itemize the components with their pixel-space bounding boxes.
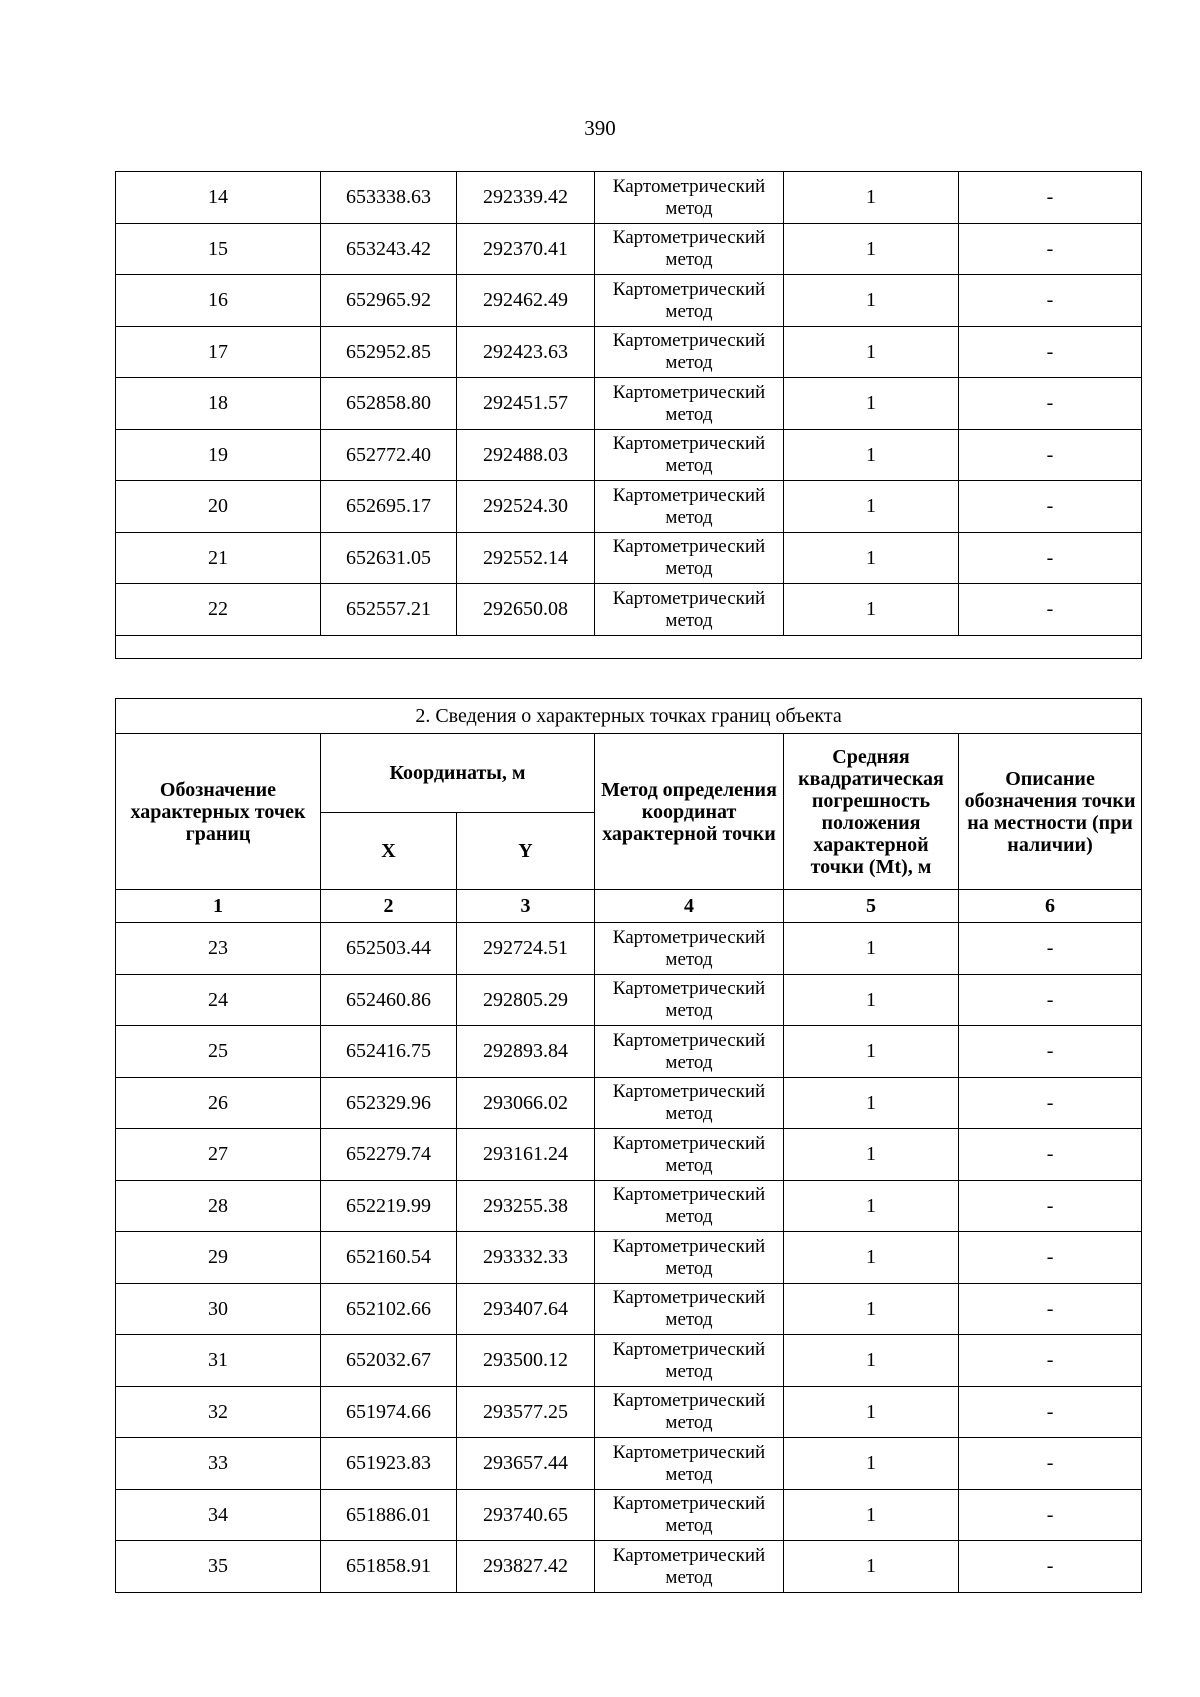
error-cell: 1 <box>784 172 959 224</box>
description-cell: - <box>959 378 1142 430</box>
point-id-cell: 27 <box>116 1129 321 1181</box>
header-coordinates: Координаты, м <box>321 734 595 813</box>
table-row <box>116 1232 1142 1284</box>
point-id-cell: 16 <box>116 275 321 327</box>
column-number: 6 <box>959 890 1142 923</box>
header-y: Y <box>457 813 595 890</box>
description-cell: - <box>959 481 1142 533</box>
error-cell: 1 <box>784 378 959 430</box>
description-cell: - <box>959 923 1142 975</box>
x-coordinate-cell: 652160.54 <box>321 1232 457 1284</box>
method-cell: Картометрический метод <box>595 532 784 584</box>
method-cell: Картометрический метод <box>595 1026 784 1078</box>
method-cell: Картометрический метод <box>595 223 784 275</box>
point-id-cell: 26 <box>116 1077 321 1129</box>
y-coordinate-cell: 293657.44 <box>457 1438 595 1490</box>
point-id-cell: 20 <box>116 481 321 533</box>
method-cell: Картометрический метод <box>595 429 784 481</box>
method-cell: Картометрический метод <box>595 481 784 533</box>
y-coordinate-cell: 293161.24 <box>457 1129 595 1181</box>
method-cell: Картометрический метод <box>595 923 784 975</box>
x-coordinate-cell: 652965.92 <box>321 275 457 327</box>
table-row <box>116 974 1142 1026</box>
point-id-cell: 15 <box>116 223 321 275</box>
x-coordinate-cell: 652460.86 <box>321 974 457 1026</box>
error-cell: 1 <box>784 532 959 584</box>
point-id-cell: 21 <box>116 532 321 584</box>
table-body <box>116 172 1142 659</box>
table-row <box>116 532 1142 584</box>
table-row <box>116 1489 1142 1541</box>
point-id-cell: 24 <box>116 974 321 1026</box>
y-coordinate-cell: 292423.63 <box>457 326 595 378</box>
header-row <box>116 734 1142 813</box>
method-cell: Картометрический метод <box>595 1541 784 1593</box>
error-cell: 1 <box>784 1129 959 1181</box>
x-coordinate-cell: 652631.05 <box>321 532 457 584</box>
error-cell: 1 <box>784 584 959 636</box>
point-id-cell: 14 <box>116 172 321 224</box>
y-coordinate-cell: 292805.29 <box>457 974 595 1026</box>
table-body <box>116 923 1142 1593</box>
y-coordinate-cell: 292370.41 <box>457 223 595 275</box>
error-cell: 1 <box>784 1077 959 1129</box>
header-point-designation: Обозначение характерных точек границ <box>116 734 321 890</box>
y-coordinate-cell: 293827.42 <box>457 1541 595 1593</box>
point-id-cell: 23 <box>116 923 321 975</box>
x-coordinate-cell: 653243.42 <box>321 223 457 275</box>
description-cell: - <box>959 429 1142 481</box>
column-number: 1 <box>116 890 321 923</box>
x-coordinate-cell: 652102.66 <box>321 1283 457 1335</box>
y-coordinate-cell: 292724.51 <box>457 923 595 975</box>
error-cell: 1 <box>784 1489 959 1541</box>
x-coordinate-cell: 651858.91 <box>321 1541 457 1593</box>
point-id-cell: 32 <box>116 1386 321 1438</box>
column-number-row <box>116 890 1142 923</box>
table-row <box>116 378 1142 430</box>
description-cell: - <box>959 1541 1142 1593</box>
y-coordinate-cell: 292524.30 <box>457 481 595 533</box>
description-cell: - <box>959 1438 1142 1490</box>
description-cell: - <box>959 584 1142 636</box>
method-cell: Картометрический метод <box>595 1283 784 1335</box>
error-cell: 1 <box>784 275 959 327</box>
column-number: 4 <box>595 890 784 923</box>
method-cell: Картометрический метод <box>595 1232 784 1284</box>
section-title-row <box>116 699 1142 734</box>
y-coordinate-cell: 292552.14 <box>457 532 595 584</box>
point-id-cell: 22 <box>116 584 321 636</box>
description-cell: - <box>959 1026 1142 1078</box>
error-cell: 1 <box>784 1180 959 1232</box>
table-row <box>116 172 1142 224</box>
column-number: 5 <box>784 890 959 923</box>
x-coordinate-cell: 652219.99 <box>321 1180 457 1232</box>
description-cell: - <box>959 1180 1142 1232</box>
section-title: 2. Сведения о характерных точках границ объекта <box>116 699 1142 734</box>
description-cell: - <box>959 1232 1142 1284</box>
point-id-cell: 31 <box>116 1335 321 1387</box>
x-coordinate-cell: 652858.80 <box>321 378 457 430</box>
y-coordinate-cell: 293407.64 <box>457 1283 595 1335</box>
method-cell: Картометрический метод <box>595 1489 784 1541</box>
description-cell: - <box>959 1077 1142 1129</box>
point-id-cell: 28 <box>116 1180 321 1232</box>
y-coordinate-cell: 293255.38 <box>457 1180 595 1232</box>
x-coordinate-cell: 652032.67 <box>321 1335 457 1387</box>
header-error: Средняя квадратическая погрешность положения характерной точки (Mt), м <box>784 734 959 890</box>
point-id-cell: 35 <box>116 1541 321 1593</box>
y-coordinate-cell: 292893.84 <box>457 1026 595 1078</box>
x-coordinate-cell: 651923.83 <box>321 1438 457 1490</box>
error-cell: 1 <box>784 1438 959 1490</box>
table-row <box>116 326 1142 378</box>
description-cell: - <box>959 1386 1142 1438</box>
point-id-cell: 17 <box>116 326 321 378</box>
description-cell: - <box>959 1283 1142 1335</box>
error-cell: 1 <box>784 326 959 378</box>
boundary-points-table <box>115 698 1142 1593</box>
description-cell: - <box>959 974 1142 1026</box>
x-coordinate-cell: 652279.74 <box>321 1129 457 1181</box>
table-row <box>116 1026 1142 1078</box>
x-coordinate-cell: 652329.96 <box>321 1077 457 1129</box>
error-cell: 1 <box>784 1232 959 1284</box>
table-row <box>116 1335 1142 1387</box>
y-coordinate-cell: 292488.03 <box>457 429 595 481</box>
table-row <box>116 223 1142 275</box>
method-cell: Картометрический метод <box>595 275 784 327</box>
x-coordinate-cell: 652772.40 <box>321 429 457 481</box>
x-coordinate-cell: 651974.66 <box>321 1386 457 1438</box>
method-cell: Картометрический метод <box>595 1180 784 1232</box>
description-cell: - <box>959 1335 1142 1387</box>
table-row <box>116 1129 1142 1181</box>
table-row <box>116 1541 1142 1593</box>
empty-cell <box>116 635 1142 658</box>
y-coordinate-cell: 292339.42 <box>457 172 595 224</box>
point-id-cell: 33 <box>116 1438 321 1490</box>
empty-row <box>116 635 1142 658</box>
y-coordinate-cell: 293066.02 <box>457 1077 595 1129</box>
table-row <box>116 1283 1142 1335</box>
table-row <box>116 429 1142 481</box>
x-coordinate-cell: 651886.01 <box>321 1489 457 1541</box>
table-row <box>116 481 1142 533</box>
x-coordinate-cell: 653338.63 <box>321 172 457 224</box>
y-coordinate-cell: 292462.49 <box>457 275 595 327</box>
method-cell: Картометрический метод <box>595 326 784 378</box>
method-cell: Картометрический метод <box>595 974 784 1026</box>
error-cell: 1 <box>784 974 959 1026</box>
table-row <box>116 1077 1142 1129</box>
error-cell: 1 <box>784 481 959 533</box>
description-cell: - <box>959 172 1142 224</box>
error-cell: 1 <box>784 1386 959 1438</box>
table-row <box>116 1180 1142 1232</box>
table-row <box>116 1386 1142 1438</box>
description-cell: - <box>959 1129 1142 1181</box>
x-coordinate-cell: 652557.21 <box>321 584 457 636</box>
point-id-cell: 30 <box>116 1283 321 1335</box>
point-id-cell: 34 <box>116 1489 321 1541</box>
x-coordinate-cell: 652695.17 <box>321 481 457 533</box>
header-x: X <box>321 813 457 890</box>
error-cell: 1 <box>784 429 959 481</box>
header-description: Описание обозначения точки на местности (при наличии) <box>959 734 1142 890</box>
point-id-cell: 19 <box>116 429 321 481</box>
x-coordinate-cell: 652503.44 <box>321 923 457 975</box>
method-cell: Картометрический метод <box>595 1438 784 1490</box>
table-row <box>116 1438 1142 1490</box>
error-cell: 1 <box>784 1541 959 1593</box>
column-number: 3 <box>457 890 595 923</box>
point-id-cell: 25 <box>116 1026 321 1078</box>
method-cell: Картометрический метод <box>595 378 784 430</box>
error-cell: 1 <box>784 1026 959 1078</box>
description-cell: - <box>959 326 1142 378</box>
x-coordinate-cell: 652416.75 <box>321 1026 457 1078</box>
description-cell: - <box>959 532 1142 584</box>
x-coordinate-cell: 652952.85 <box>321 326 457 378</box>
y-coordinate-cell: 293740.65 <box>457 1489 595 1541</box>
point-id-cell: 18 <box>116 378 321 430</box>
y-coordinate-cell: 292451.57 <box>457 378 595 430</box>
method-cell: Картометрический метод <box>595 1335 784 1387</box>
error-cell: 1 <box>784 1283 959 1335</box>
table-row <box>116 275 1142 327</box>
method-cell: Картометрический метод <box>595 172 784 224</box>
method-cell: Картометрический метод <box>595 1077 784 1129</box>
coordinates-table-continued <box>115 171 1142 659</box>
description-cell: - <box>959 223 1142 275</box>
method-cell: Картометрический метод <box>595 1386 784 1438</box>
method-cell: Картометрический метод <box>595 1129 784 1181</box>
y-coordinate-cell: 293332.33 <box>457 1232 595 1284</box>
description-cell: - <box>959 275 1142 327</box>
error-cell: 1 <box>784 923 959 975</box>
description-cell: - <box>959 1489 1142 1541</box>
y-coordinate-cell: 293500.12 <box>457 1335 595 1387</box>
table-row <box>116 584 1142 636</box>
header-method: Метод определения координат характерной точки <box>595 734 784 890</box>
column-number: 2 <box>321 890 457 923</box>
y-coordinate-cell: 292650.08 <box>457 584 595 636</box>
table-row <box>116 923 1142 975</box>
page-number: 390 <box>584 116 616 140</box>
method-cell: Картометрический метод <box>595 584 784 636</box>
error-cell: 1 <box>784 1335 959 1387</box>
y-coordinate-cell: 293577.25 <box>457 1386 595 1438</box>
error-cell: 1 <box>784 223 959 275</box>
point-id-cell: 29 <box>116 1232 321 1284</box>
